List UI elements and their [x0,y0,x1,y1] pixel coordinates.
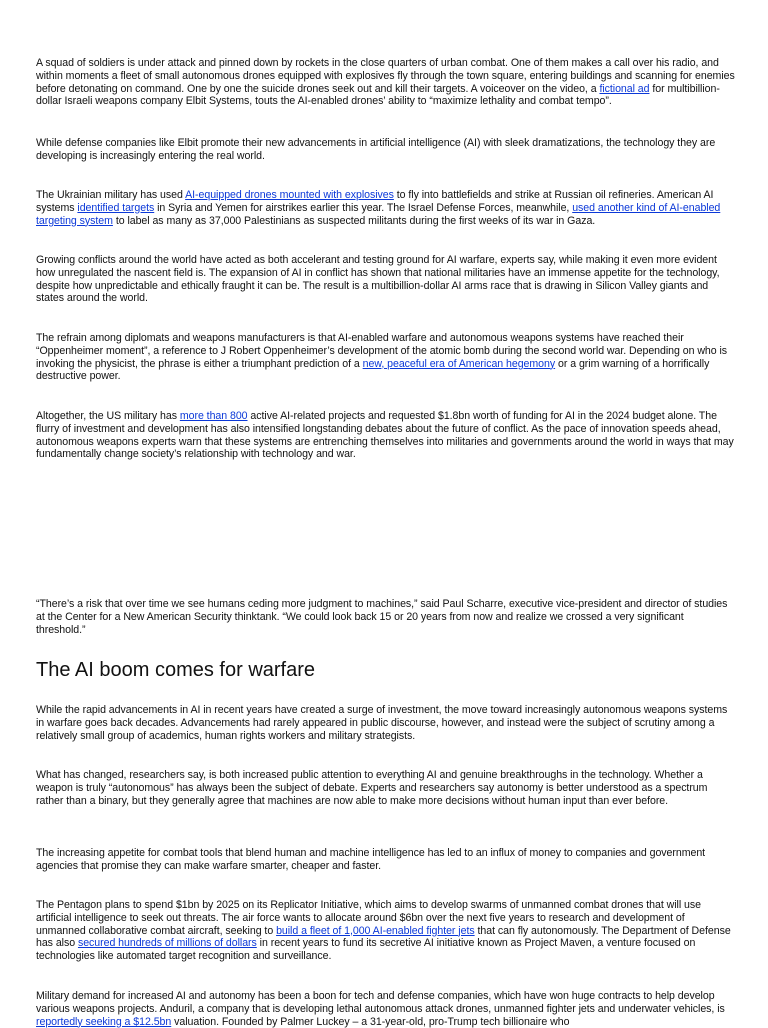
paragraph-text: What has changed, researchers say, is both increased public attention to everything AI and genuine breakthroughs in the technology. Whether a weapon is truly “autonomous” has always been the subject of debate. Experts and researchers say autonomy is better understood as a spectrum rather than a binary, but they generally agree that machines are now able to make more decisions without human input than ever before. [36,769,708,807]
section-heading: The AI boom comes for warfare [36,659,316,681]
inline-link[interactable]: AI-equipped drones mounted with explosives [185,189,394,201]
paragraph-text: The increasing appetite for combat tools that blend human and machine intelligence has led to an influx of money to companies and government agencies that promise they can make warfare smarter, cheaper and faster. [36,847,706,872]
paragraph-text: to label as many as 37,000 Palestinians as suspected militants during the first weeks of its war in Gaza. [112,214,596,227]
article-paragraph [36,704,736,742]
inline-link[interactable]: identified targets [77,201,155,214]
inline-link[interactable]: build a fleet of 1,000 AI-enabled fighter jets [276,924,475,937]
paragraph-text: While the rapid advancements in AI in recent years have created a surge of investment, the move toward increasingly autonomous weapons systems in warfare goes back decades. Advancements had rarely appeared in public discourse, however, and instead were the subject of scrutiny among a relatively small group of academics, human rights workers and military strategists. [36,704,728,742]
inline-link[interactable]: more than 800 [179,410,248,422]
paragraph-text: “There’s a risk that over time we see humans ceding more judgment to machines,” said Paul Scharre, executive vice-president and director of studies at the Center for a New American Security thinktank. “We could look back 15 or 20 years from now and realize we crossed a very significant threshold.” [36,598,728,636]
paragraph-text: The refrain among diplomats and weapons manufacturers is that AI-enabled warfare and autonomous weapons systems have reached their “Oppenheimer moment”, a reference to J Robert Oppenheimer’s development of the atomic bomb during the second world war. Depending on who is invoking the physicist, the phrase is either a triumphant prediction of a [36,332,728,370]
inline-link[interactable]: secured hundreds of millions of dollars [77,937,257,950]
paragraph-text: Altogether, the US military has [36,410,180,422]
paragraph-text: active AI-related projects and requested $1.8bn worth of funding for AI in the 2024 budget alone. The flurry of investment and development has also intensified longstanding debates about the future of conflict. As the pace of innovation speeds ahead, autonomous weapons experts warn that these systems are entrenching themselves into militaries and governments around the world in ways that may fundamentally change society’s relationship with technology and war. [36,410,734,461]
paragraph-text: or a grim warning of a horrifically destructive power. [36,357,710,383]
paragraph-text: The Pentagon plans to spend $1bn by 2025 on its Replicator Initiative, which aims to develop swarms of unmanned combat drones that will use artificial intelligence to seek out threats. The air force wants to allocate around $6bn over the next five years to research and development of unmanned collaborative combat aircraft, seeking to [36,899,701,937]
article-paragraph [36,254,736,305]
paragraph-text: The Ukrainian military has used [36,189,186,201]
article-paragraph [36,769,736,807]
paragraph-text: in recent years to fund its secretive AI initiative known as Project Maven, a venture focused on technologies like automated target recognition and surveillance. [36,937,696,963]
article-paragraph [36,137,736,163]
article-paragraph [36,899,736,963]
paragraph-text: While defense companies like Elbit promote their new advancements in artificial intelligence (AI) with sleek dramatizations, the technology they are developing is increasingly entering the real world. [36,137,716,162]
inline-link[interactable]: fictional ad [599,82,650,95]
paragraph-text: valuation. Founded by Palmer Luckey – a 31-year-old, pro-Trump tech billionaire who [171,1015,570,1028]
paragraph-text: for multibillion-dollar Israeli weapons company Elbit Systems, touts the AI-enabled drones’ ability to “maximize lethality and combat tempo”. [36,82,720,108]
article-paragraph [36,189,736,227]
article-paragraph [36,410,736,461]
article-paragraph [36,847,736,873]
article-paragraph [36,990,736,1028]
paragraph-text: Growing conflicts around the world have acted as both accelerant and testing ground for AI warfare, experts say, while making it even more evident how unregulated the nascent field is. The expansion of AI in conflict has shown that national militaries have an immense appetite for the technology, despite how unpredictable and ethically fraught it can be. The result is a multibillion-dollar AI arms race that is drawing in Silicon Valley giants and states around the world. [36,254,720,305]
paragraph-text: in Syria and Yemen for airstrikes earlier this year. The Israel Defense Forces, meanwhile, [154,201,573,214]
paragraph-text: to fly into battlefields and strike at Russian oil refineries. American AI systems [36,189,714,214]
paragraph-text: A squad of soldiers is under attack and pinned down by rockets in the close quarters of urban combat. One of them makes a call over his radio, and within moments a fleet of small autonomous drones equipped with explosives fly through the town square, entering buildings and scanning for enemies before detonating on command. One by one the suicide drones seek out and kill their targets. A voiceover on the video, a [36,57,735,95]
inline-link[interactable]: used another kind of AI-enabled targeting system [36,201,721,227]
article-paragraph [36,598,736,636]
article-paragraph [36,332,736,383]
inline-link[interactable]: new, peaceful era of American hegemony [362,357,556,370]
paragraph-text: that can fly autonomously. The Department of Defense has also [36,924,731,950]
inline-link[interactable]: reportedly seeking a $12.5bn [36,1015,172,1028]
paragraph-text: Military demand for increased AI and autonomy has been a boon for tech and defense companies, which have won huge contracts to help develop various weapons projects. Anduril, a company that is developing lethal autonomous attack drones, unmanned fighter jets and underwater vehicles, is [36,990,725,1015]
article-paragraph [36,57,736,108]
